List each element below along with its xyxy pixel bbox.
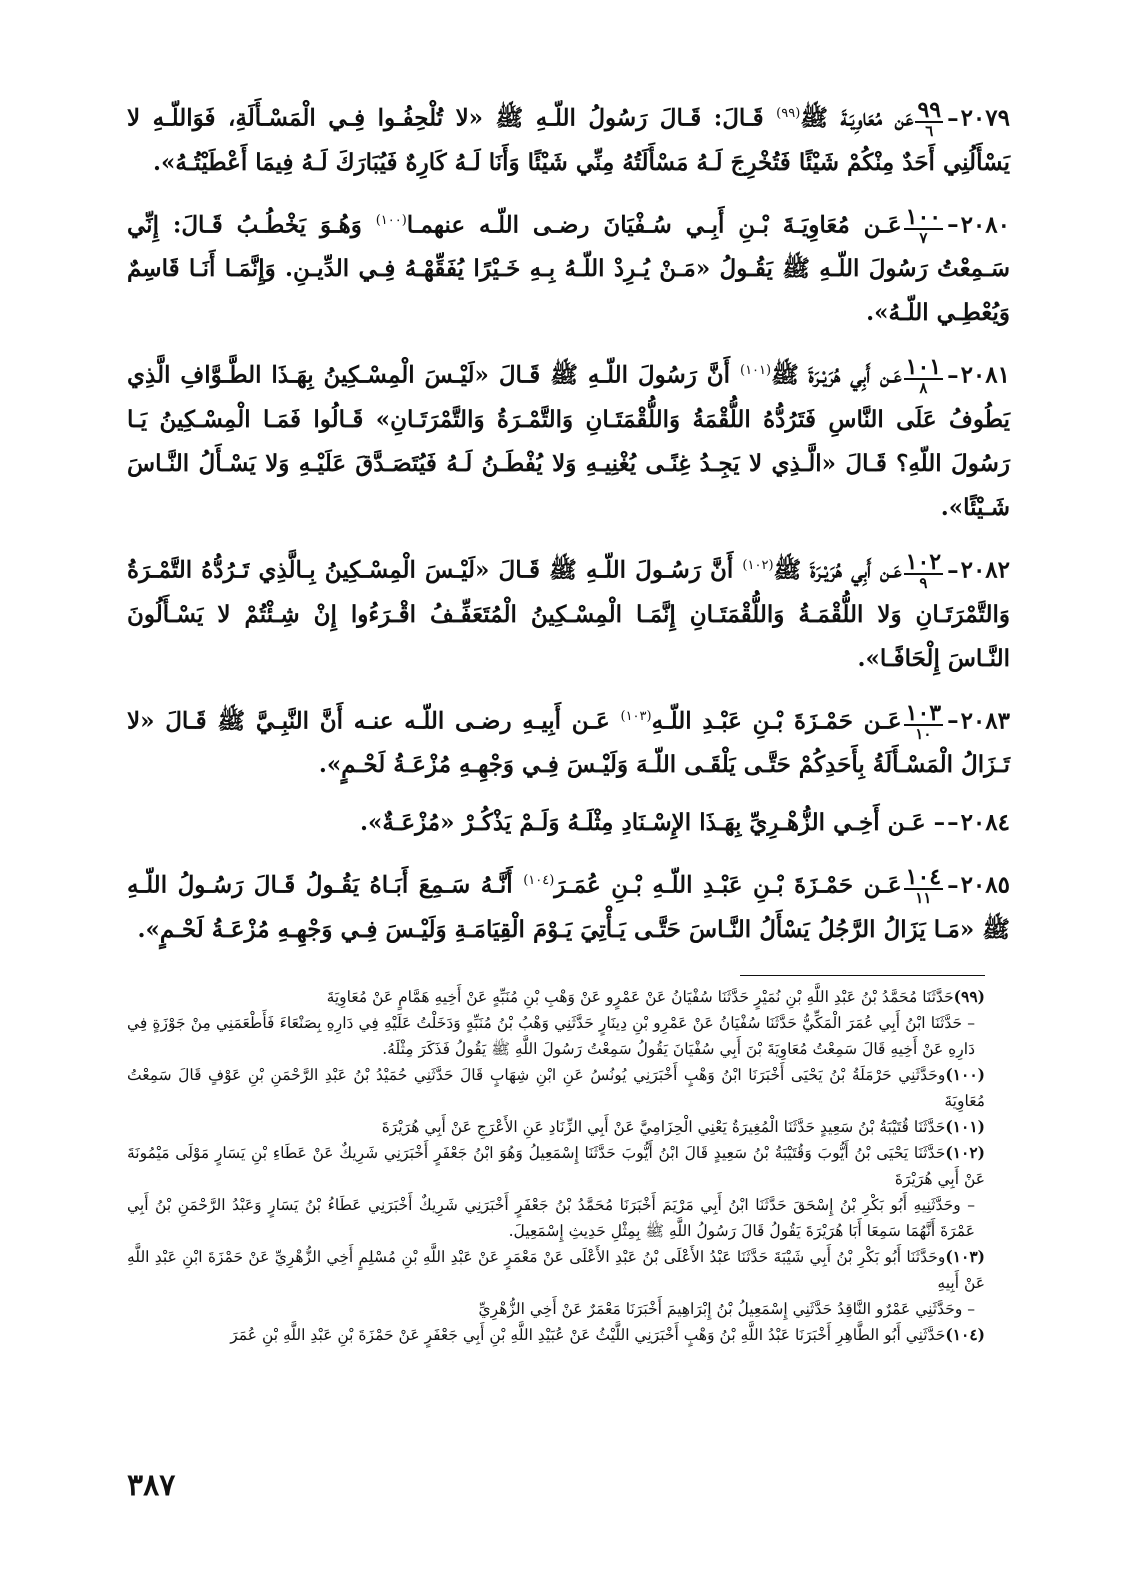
footnote-ref[interactable]: (١٠٢) xyxy=(742,557,774,573)
footnote-ref[interactable]: (١٠١) xyxy=(740,363,772,379)
footnote-text: – وحَدَّثَنِيهِ أَبُو بَكْرِ بْنُ إِسْحَقَ حَدَّثَنَا ابْنُ أَبِي مَرْيَمَ أَخْبَرَنَا مُحَمَّدُ بْنُ جَعْفَرٍ أَخْبَرَنِي شَرِيكٌ أَخْبَرَنِي عَطَاءُ بْنُ يَسَارٍ وَعَبْدُ الرَّحْمَنِ بْنُ أَبِي عَمْرَةَ أَنَّهُمَا سَمِعَا أَبَا هُرَيْرَةَ يَقُولُ قَالَ رَسُولُ اللَّهِ ﷺ بِمِثْلِ حَدِيثِ إِسْمَعِيلَ. xyxy=(127,1196,975,1240)
footnote-101 xyxy=(127,1114,985,1140)
hadith-fraction: $\frac{٩٩}{٦}$ xyxy=(917,97,942,141)
hadith-text: عَن مُعَاوِيَـةَ ﷺ xyxy=(800,104,914,132)
hadith-number: ٢٠٨٠ xyxy=(960,211,1010,239)
footnotes xyxy=(127,984,985,1348)
footnote-103-sub xyxy=(127,1296,985,1322)
footnote-text: وحَدَّثَنَا أَبُو بَكْرِ بْنُ أَبِي شَيْبَةَ حَدَّثَنَا عَبْدُ الأَعْلَى بْنُ عَبْدِ الأَعْلَى عَنْ مَعْمَرٍ عَنْ عَبْدِ اللَّهِ بْنِ مُسْلِمٍ أَخِي الزُّهْرِيِّ عَنْ حَمْزَةَ ابْنِ عَبْدِ اللَّهِ عَنْ أَبِيهِ xyxy=(127,1248,985,1292)
footnote-number: (١٠١) xyxy=(945,1117,985,1136)
footnote-text: حَدَّثَنِي أَبُو الطَّاهِرِ أَخْبَرَنَا عَبْدُ اللَّهِ بْنُ وَهْبٍ أَخْبَرَنِي اللَّيْثُ عَنْ عُبَيْدِ اللَّهِ بْنِ أَبِي جَعْفَرٍ عَنْ حَمْزَةَ بْنِ عَبْدِ اللَّهِ بْنِ عُمَرَ xyxy=(230,1326,946,1344)
footnote-104 xyxy=(127,1322,985,1348)
hadith-2082: ٢٠٨٢– $\frac{١٠٢}{٩}$ عَـن أَبِي هُرَيْـرَةَ ﷺ$^{(١٠٢)}$ أَنَّ رَسُـولَ اللّـهِ ﷺ قَـالَ «لَيْـسَ الْمِسْـكِينُ بِـالَّذِي تَـرُدُّهُ التَّمْـرَةُ وَالتَّمْرَتَـانِ وَلا اللُّقْمَـةُ وَاللُّقْمَتَـانِ إِنَّمَـا الْمِسْـكِينُ الْمُتَعَفِّـفُ اقْـرَءُوا إِنْ شِـئْتُمْ لا يَسْـأَلُونَ النَّـاسَ إِلْحَافًـا». xyxy=(127,549,1011,672)
footnote-99-sub xyxy=(127,1010,985,1062)
hadith-2081: ٢٠٨١– $\frac{١٠١}{٨}$ عَـن أَبِي هُرَيْـرَةَ ﷺ$^{(١٠١)}$ أَنَّ رَسُولَ اللّـهِ ﷺ قَـالَ «لَيْـسَ الْمِسْـكِينُ بِهَـذَا الطَّـوَّافِ الَّذِي يَطُوفُ عَلَى النَّاسِ فَتَرُدُّهُ اللُّقْمَةُ وَاللُّقْمَتَـانِ وَالتَّمْـرَةُ وَالتَّمْرَتَـانِ» قَـالُوا فَمَـا الْمِسْـكِينُ يَـا رَسُولَ اللّهِ؟ قَـالَ «الَّـذِي لا يَجِـدُ غِنًـى يُغْنِيـهِ وَلا يُفْطَـنُ لَـهُ فَيُتَصَـدَّقَ عَلَيْـهِ وَلا يَسْـأَلُ النَّـاسَ شَـيْئًا». xyxy=(127,354,1010,521)
hadith-number: ٢٠٨٢ xyxy=(960,556,1011,584)
footnote-ref[interactable]: (٩٩) xyxy=(776,106,801,121)
hadith-number: ٢٠٨١ xyxy=(960,361,1010,389)
hadith-text: عَـن أَبِي هُرَيْـرَةَ ﷺ xyxy=(771,361,902,389)
hadith-2084: ٢٠٨٤–– عَـن أَخِـي الزُّهْـرِيِّ بِهَـذَا الإِسْـنَادِ مِثْلَـهُ وَلَـمْ يَذْكُـرْ «مُزْعَـةٌ». xyxy=(359,809,1010,837)
footnote-99 xyxy=(127,984,985,1010)
hadith-2085: ٢٠٨٥– $\frac{١٠٤}{١١}$ عَـن حَمْـزَةَ بْـنِ عَبْـدِ اللّـهِ بْـنِ عُمَـرَ$^{(١٠٤)}$ أَنَّـهُ سَـمِعَ أَبَـاهُ يَقُـولُ قَـالَ رَسُـولُ اللّـهِ ﷺ «مَـا يَزَالُ الرَّجُلُ يَسْأَلُ النَّـاسَ حَتَّـى يَـأْتِيَ يَـوْمَ الْقِيَامَـةِ وَلَيْـسَ فِـي وَجْهِـهِ مُزْعَـةُ لَحْـمٍ». xyxy=(127,864,1010,943)
hadith-text: عَـن حَمْـزَةَ بْـنِ عَبْـدِ اللّـهِ xyxy=(651,707,902,735)
hadith-2080: ٢٠٨٠– $\frac{١٠٠}{٧}$ عَـن مُعَاوِيَـةَ بْـنِ أَبِـي سُـفْيَانَ رضـى اللّـه عنهمـا$^{(١٠٠)}$ وَهُـوَ يَخْطُـبُ قَـالَ: إِنِّي سَـمِعْتُ رَسُولَ اللّـهِ ﷺ يَقُـولُ «مَـنْ يُـرِدْ اللّـهُ بِـهِ خَـيْرًا يُفَقِّهْـهُ فِـي الدِّيـنِ. وَإِنَّمَـا أَنَـا قَاسِمٌ وَيُعْطِـي اللّـهُ». xyxy=(127,203,1010,327)
hadith-fraction: $\frac{١٠٢}{٩}$ xyxy=(905,549,942,593)
footnote-number: (١٠٣) xyxy=(945,1247,985,1266)
footnote-text: – وحَدَّثَنِي عَمْرٌو النَّاقِدُ حَدَّثَنِي إِسْمَعِيلُ بْنُ إِبْرَاهِيمَ أَخْبَرَنَا مَعْمَرٌ عَنْ أَخِي الزُّهْرِيِّ xyxy=(478,1300,975,1318)
hadith-text: – عَـن أَخِـي الزُّهْـرِيِّ بِهَـذَا الإِسْـنَادِ مِثْلَـهُ وَلَـمْ يَذْكُـرْ «مُزْعَـةٌ». xyxy=(359,809,946,837)
footnote-103 xyxy=(127,1244,985,1296)
footnote-text: حَدَّثَنَا يَحْيَى بْنُ أَيُّوبَ وَقُتَيْبَةُ بْنُ سَعِيدٍ قَالَ ابْنُ أَيُّوبَ حَدَّثَنَا إِسْمَعِيلُ وَهُوَ ابْنُ جَعْفَرٍ أَخْبَرَنِي شَرِيكٌ عَنْ عَطَاءِ بْنِ يَسَارٍ مَوْلَى مَيْمُونَةَ عَنْ أَبِي هُرَيْرَةَ xyxy=(127,1144,985,1188)
footnote-number: (١٠٤) xyxy=(945,1325,985,1344)
hadith-2079: ٢٠٧٩– $\frac{٩٩}{٦}$ عَن مُعَاوِيَـةَ ﷺ$^{(٩٩)}$ قَـالَ: قَـالَ رَسُولُ اللّـهِ ﷺ «لا تُلْحِفُـوا فِـي الْمَسْـأَلَةِ، فَوَاللّـهِ لا يَسْأَلُنِي أَحَدٌ مِنْكُمْ شَيْئًا فَتُخْرِجَ لَـهُ مَسْأَلَتُهُ مِنِّي شَيْئًا وَأَنَا لَـهُ كَارِهٌ فَيُبَارَكَ لَـهُ فِيمَا أَعْطَيْتُـهُ». xyxy=(127,97,1010,176)
hadith-text: عَـن أَبِيـهِ رضـى اللّـه عنـه أَنَّ النَّبِـيَّ ﷺ قَـالَ «لا تَـزَالُ الْمَسْـأَلَةُ بِأَحَدِكُمْ حَتَّـى يَلْقَـى اللّـهَ وَلَيْـسَ فِـي وَجْهِـهِ مُزْعَـةُ لَحْـمٍ». xyxy=(127,707,1010,779)
footnote-number: (١٠٠) xyxy=(945,1065,985,1084)
hadith-list xyxy=(127,92,1010,952)
hadith-fraction: $\frac{١٠٠}{٧}$ xyxy=(905,203,942,247)
footnote-102 xyxy=(127,1140,985,1192)
hadith-text: عَـن أَبِي هُرَيْـرَةَ ﷺ xyxy=(773,556,902,584)
footnote-ref[interactable]: (١٠٣) xyxy=(620,708,652,724)
hadith-number: ٢٠٨٥ xyxy=(960,871,1010,899)
footnote-number: (١٠٢) xyxy=(945,1143,985,1162)
hadith-text: أَنَّ رَسُولَ اللّـهِ ﷺ قَـالَ «لَيْـسَ الْمِسْـكِينُ بِهَـذَا الطَّـوَّافِ الَّذِي يَطُوفُ عَلَى النَّاسِ فَتَرُدُّهُ اللُّقْمَةُ وَاللُّقْمَتَـانِ وَالتَّمْـرَةُ وَالتَّمْرَتَـانِ» قَـالُوا فَمَـا الْمِسْـكِينُ يَـا رَسُولَ اللّهِ؟ قَـالَ «الَّـذِي لا يَجِـدُ غِنًـى يُغْنِيـهِ وَلا يُفْطَـنُ لَـهُ فَيُتَصَـدَّقَ عَلَيْـهِ وَلا يَسْـأَلُ النَّـاسَ شَـيْئًا». xyxy=(127,361,1010,521)
hadith-number: ٢٠٨٤ xyxy=(960,809,1010,837)
footnote-text: – حَدَّثَنَا ابْنُ أَبِي عُمَرَ الْمَكِّيُّ حَدَّثَنَا سُفْيَانُ عَنْ عَمْرِو بْنِ دِينَارٍ حَدَّثَنِي وَهْبُ بْنُ مُنَبِّهٍ وَدَخَلْتُ عَلَيْهِ فِي دَارِهِ بِصَنْعَاءَ فَأَطْعَمَنِي مِنْ جَوْزَةٍ فِي دَارِهِ عَنْ أَخِيهِ قَالَ سَمِعْتُ مُعَاوِيَةَ بْنَ أَبِي سُفْيَانَ يَقُولُ سَمِعْتُ رَسُولَ اللَّهِ ﷺ يَقُولُ فَذَكَرَ مِثْلَهُ. xyxy=(127,1014,975,1058)
footnote-text: وحَدَّثَنِي حَرْمَلَةُ بْنُ يَحْيَى أَخْبَرَنَا ابْنُ وَهْبٍ أَخْبَرَنِي يُونُسُ عَنِ ابْنِ شِهَابٍ قَالَ حَدَّثَنِي حُمَيْدُ بْنُ عَبْدِ الرَّحْمَنِ بْنِ عَوْفٍ قَالَ سَمِعْتُ مُعَاوِيَةَ xyxy=(127,1066,985,1110)
hadith-text: أَنَّ رَسُـولَ اللّـهِ ﷺ قَـالَ «لَيْـسَ الْمِسْـكِينُ بِـالَّذِي تَـرُدُّهُ التَّمْـرَةُ وَالتَّمْرَتَـانِ وَلا اللُّقْمَـةُ وَاللُّقْمَتَـانِ إِنَّمَـا الْمِسْـكِينُ الْمُتَعَفِّـفُ اقْـرَءُوا إِنْ شِـئْتُمْ لا يَسْـأَلُونَ النَّـاسَ إِلْحَافًـا». xyxy=(127,556,1010,672)
hadith-number: ٢٠٨٣ xyxy=(960,707,1010,735)
hadith-fraction: $\frac{١٠٣}{١٠}$ xyxy=(905,699,942,743)
page-number: ٣٨٧ xyxy=(127,1468,176,1503)
hadith-text: أَنَّـهُ سَـمِعَ أَبَـاهُ يَقُـولُ قَـالَ رَسُـولُ اللّـهِ ﷺ «مَـا يَزَالُ الرَّجُلُ يَسْأَلُ النَّـاسَ حَتَّـى يَـأْتِيَ يَـوْمَ الْقِيَامَـةِ وَلَيْـسَ فِـي وَجْهِـهِ مُزْعَـةُ لَحْـمٍ». xyxy=(127,871,1010,943)
footnote-ref[interactable]: (١٠٤) xyxy=(523,873,555,889)
hadith-text: وَهُـوَ يَخْطُـبُ قَـالَ: إِنِّي سَـمِعْتُ رَسُولَ اللّـهِ ﷺ يَقُـولُ «مَـنْ يُـرِدْ اللّـهُ بِـهِ خَـيْرًا يُفَقِّهْـهُ فِـي الدِّيـنِ. وَإِنَّمَـا أَنَـا قَاسِمٌ وَيُعْطِـي اللّـهُ». xyxy=(127,211,1010,327)
hadith-text: عَـن مُعَاوِيَـةَ بْـنِ أَبِـي سُـفْيَانَ رضـى اللّـه عنهمـا xyxy=(406,211,902,239)
hadith-text: عَـن حَمْـزَةَ بْـنِ عَبْـدِ اللّـهِ بْـنِ عُمَـرَ xyxy=(554,871,902,899)
footnote-100 xyxy=(127,1062,985,1114)
hadith-fraction: $\frac{١٠١}{٨}$ xyxy=(905,354,942,398)
hadith-number: ٢٠٧٩ xyxy=(960,104,1010,132)
footnote-102-sub xyxy=(127,1192,985,1244)
footnote-number: (٩٩) xyxy=(953,987,985,1006)
footnote-text: حَدَّثَنَا قُتَيْبَةُ بْنُ سَعِيدٍ حَدَّثَنَا الْمُغِيرَةُ يَعْنِي الْحِزَامِيَّ عَنْ أَبِي الزِّنَادِ عَنِ الأَعْرَجِ عَنْ أَبِي هُرَيْرَةَ xyxy=(381,1118,946,1136)
footnote-ref[interactable]: (١٠٠) xyxy=(375,212,407,228)
footnote-divider xyxy=(740,975,985,976)
hadith-fraction: $\frac{١٠٤}{١١}$ xyxy=(905,864,942,908)
hadith-text: قَـالَ: قَـالَ رَسُولُ اللّـهِ ﷺ «لا تُلْحِفُـوا فِـي الْمَسْـأَلَةِ، فَوَاللّـهِ لا يَسْأَلُنِي أَحَدٌ مِنْكُمْ شَيْئًا فَتُخْرِجَ لَـهُ مَسْأَلَتُهُ مِنِّي شَيْئًا وَأَنَا لَـهُ كَارِهٌ فَيُبَارَكَ لَـهُ فِيمَا أَعْطَيْتُـهُ». xyxy=(127,104,1010,176)
hadith-2083: ٢٠٨٣– $\frac{١٠٣}{١٠}$ عَـن حَمْـزَةَ بْـنِ عَبْـدِ اللّـهِ$^{(١٠٣)}$ عَـن أَبِيـهِ رضـى اللّـه عنـه أَنَّ النَّبِـيَّ ﷺ قَـالَ «لا تَـزَالُ الْمَسْـأَلَةُ بِأَحَدِكُمْ حَتَّـى يَلْقَـى اللّـهَ وَلَيْـسَ فِـي وَجْهِـهِ مُزْعَـةُ لَحْـمٍ». xyxy=(127,699,1010,779)
footnote-text: حَدَّثَنَا مُحَمَّدُ بْنُ عَبْدِ اللَّهِ بْنِ نُمَيْرٍ حَدَّثَنَا سُفْيَانُ عَنْ عَمْرٍو عَنْ وَهْبِ بْنِ مُنَبِّهٍ عَنْ أَخِيهِ هَمَّامٍ عَنْ مُعَاوِيَةَ xyxy=(326,988,954,1006)
